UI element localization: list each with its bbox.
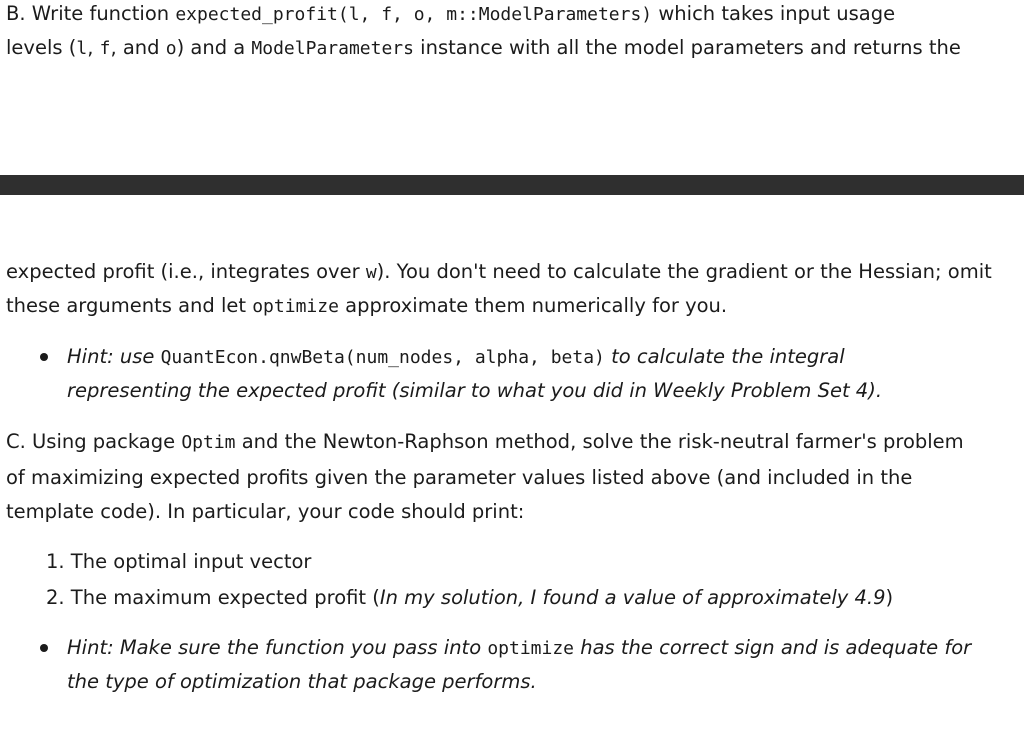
text: template code). In particular, your code should print: [6,500,525,523]
part-b-line-1 [6,0,895,32]
text: the type of optimization that package performs. [67,670,537,693]
text: B. Write function [6,2,176,25]
text: 1. The optimal input vector [46,550,312,573]
text: instance with all the model parameters and returns the [413,36,961,59]
text: and the Newton-Raphson method, solve the risk-neutral farmer's problem [235,430,964,453]
part-b-line-3 [6,255,992,290]
part-b-hint-line-2 [67,374,882,408]
inline-code-function-signature: expected_profit(l, f, o, m::ModelParameters) [175,4,653,25]
part-b-line-4 [6,289,727,324]
text: approximate them numerically for you. [338,294,728,317]
page-break-divider [0,175,1024,195]
text: Hint: use [67,345,161,368]
text: to calculate the integral [604,345,845,368]
text: ) and a [176,36,252,59]
inline-code-optimize: optimize [252,296,339,317]
part-c-hint-line-2 [67,665,537,699]
text: , [87,36,100,59]
inline-code-optimize: optimize [487,638,575,659]
part-b-hint-line-1 [67,340,845,375]
text: Hint: Make sure the function you pass into [67,636,488,659]
list-item-2 [46,581,893,615]
text: of maximizing expected profits given the parameter values listed above (and included in the [6,466,913,489]
text: these arguments and let [6,294,253,317]
text: ) [885,586,894,609]
inline-code-qnwbeta: QuantEcon.qnwBeta(num_nodes, alpha, beta) [160,347,605,368]
part-c-line-2 [6,461,912,495]
italic-text: In my solution, I found a value of approximately 4.9 [379,586,886,609]
text: representing the expected profit (similar to what you did in Weekly Problem Set 4). [67,379,883,402]
inline-code-o: o [165,38,177,59]
inline-code-f: f [99,38,111,59]
inline-code-optim: Optim [181,432,236,453]
bullet-icon [40,644,48,652]
part-c-line-3 [6,495,524,529]
text: expected profit (i.e., integrates over [6,260,366,283]
inline-code-w: w [365,262,377,283]
text: C. Using package [6,430,182,453]
text: ). You don't need to calculate the gradient or the Hessian; omit [376,260,992,283]
text: has the correct sign and is adequate for [574,636,972,659]
inline-code-l: l [76,38,88,59]
part-c-line-1 [6,425,964,460]
text: , and [110,36,166,59]
text: which takes input usage [652,2,896,25]
part-b-line-2 [6,31,961,66]
text: 2. The maximum expected profit ( [46,586,380,609]
bullet-icon [40,353,48,361]
part-c-hint-line-1 [67,631,971,666]
text: levels ( [6,36,77,59]
list-item-1 [46,545,311,579]
inline-code-model-parameters: ModelParameters [251,38,414,59]
